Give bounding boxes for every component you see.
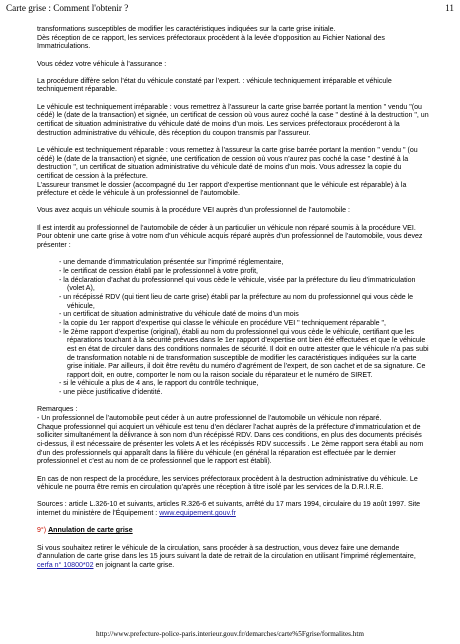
list-item: - un certificat de situation administrative du véhicule daté de moins d’un mois xyxy=(59,311,299,319)
interdit-line: Pour obtenir une carte grise à votre nom d’un véhicule acquis réparé auprès d’un professionnel de l’automobile, vous devez présenter : xyxy=(37,233,423,250)
list-item: - si le véhicule a plus de 4 ans, le rapport du contrôle technique, xyxy=(59,380,259,388)
reparable-paragraph xyxy=(37,147,429,199)
cerfa-link[interactable]: cerfa n° 10800*02 xyxy=(37,561,94,569)
intro-line: transformations susceptibles de modifier les caractéristiques indiquées sur la carte grise initiale. xyxy=(37,26,336,33)
page-content xyxy=(37,26,429,579)
footer-url: http://www.prefecture-police-paris.interieur.gouv.fr/demarches/carte%5Fgrise/formalites.htm xyxy=(96,630,364,638)
list-item: - le certificat de cession établi par le professionnel à votre profit, xyxy=(59,267,258,275)
list-item: - une pièce justificative d’identité. xyxy=(59,389,163,397)
list-item: - la déclaration d’achat du professionnel qui vous cède le véhicule, visée par la préfecture du lieu d’immatriculation (volet A), xyxy=(59,276,416,293)
document-title: Carte grise : Comment l'obtenir ? xyxy=(6,3,129,13)
intro-paragraph xyxy=(37,26,429,52)
interdit-line: Il est interdit au professionnel de l’automobile de céder à un particulier un véhicule non réparé soumis à la procédure VEI. xyxy=(37,224,416,232)
annulation-tail: en joignant la carte grise. xyxy=(93,561,175,569)
annulation-text: Si vous souhaitez retirer le véhicule de la circulation, sans procéder à sa destruction, vous devez faire une demande d’annulation de carte grise dans les 15 jours suivant la date de retrait de la circulation en utilisant l’imprimé réglementaire, xyxy=(37,544,416,561)
remarques-paragraph xyxy=(37,406,429,467)
reparable-line: Le véhicule est techniquement réparable : vous remettez à l’assureur la carte grise barrée portant la mention " vendu " (ou cédé) le (date de la transaction) et signée, une certification de cession où vous n’aurez pas coché la case " destiné à la destruction ", un certificat de situation administrative du véhicule daté de moins d’un mois. Vous adressez la copie du certificat de cession à la préfecture. xyxy=(37,146,418,180)
irreparable-paragraph: Le véhicule est techniquement irréparable : vous remettrez à l’assureur la carte grise barrée portant la mention " vendu "(ou cédé) le (date de la transaction) et signée, un certificat de cession où vous aurez coché la case " destiné à la destruction ", un certificat de situation administrative du véhicule daté de moins d’un mois. Les services préfectoraux procéderont à la destruction administrative du véhicule, dès réception du coupon transmis par l’assureur. xyxy=(37,103,429,137)
non-respect-paragraph: En cas de non respect de la procédure, les services préfectoraux procèdent à la destruction administrative du véhicule. Le véhicule ne pourra être remis en circulation qu’après une réception à titre isolé par les services de la D.R.I.R.E. xyxy=(37,475,418,492)
equipement-link[interactable]: www.equipement.gouv.fr xyxy=(159,510,236,518)
sources-text: Sources : article L.326-10 et suivants, articles R.326-6 et suivants, arrêté du 17 mars 1994, circulaire du 19 août 1997. Site internet du ministère de l’Équipement : xyxy=(37,501,421,518)
interdit-paragraph xyxy=(37,225,429,251)
page-footer xyxy=(0,630,460,638)
section-number: 9°) xyxy=(37,527,47,535)
reparable-line: L’assureur transmet le dossier (accompagné du 1er rapport d’expertise mentionnant que le véhicule est réparable) à la préfecture et cède le véhicule à un professionnel de l’automobile. xyxy=(37,181,407,198)
list-item: - la copie du 1er rapport d’expertise qui classe le véhicule en procédure VEI " techniquement réparable ", xyxy=(59,319,386,327)
list-item: - le 2ème rapport d’expertise (original), établi au nom du professionnel qui vous cède le véhicule, certifiant que les réparations touchant à la sécurité prévues dans le 1er rapport d’expertise ont bien été effectuées et que le véhicule est en état de circuler dans des conditions normales de sécurité. Il doit en outre attester que le véhicule n’a pas subi de transformation notable ni de transformation susceptible de modifier les caractéristiques indiquées sur la carte grise initiale. Par ailleurs, il doit être revêtu du numéro d’agrément de l’expert, de son cachet et de sa signature. Ce rapport doit, en outre, comporter le nom ou la raison sociale du réparateur et le numéro de SIRET. xyxy=(59,328,429,379)
vei-paragraph: Vous avez acquis un véhicule soumis à la procédure VEI auprès d’un professionnel de l’automobile : xyxy=(37,207,350,215)
cession-intro: Vous cédez votre véhicule à l’assurance : xyxy=(37,60,167,68)
section-heading xyxy=(37,527,429,536)
procedure-paragraph: La procédure diffère selon l’état du véhicule constaté par l’expert. : véhicule techniquement irréparable et véhicule techniquement réparable. xyxy=(37,77,392,94)
section-title: Annulation de carte grise xyxy=(48,527,133,535)
remarque-item: Chaque professionnel qui acquiert un véhicule est tenu d’en déclarer l’achat auprès de la préfecture d’immatriculation et de solliciter simultanément la délivrance à son nom d’un récépissé RDV. Dans ces conditions, en plus des documents précisés ci-dessus, il est nécessaire de présenter les volets A et les récépissés RDV successifs . Le 2ème rapport sera établi au nom d’un des professionnels qui apparaît dans la filière du véhicule (en général la réparation est effectuée par le dernier professionnel et c’est au nom de ce professionnel que le rapport est établi). xyxy=(37,423,424,466)
page-header xyxy=(6,3,454,15)
list-item: - une demande d’immatriculation présentée sur l’imprimé réglementaire, xyxy=(59,259,284,267)
remarque-item: - Un professionnel de l’automobile peut céder à un autre professionnel de l’automobile un véhicule non réparé. xyxy=(37,415,382,423)
intro-line: Dès réception de ce rapport, les services préfectoraux procèdent à la levée d’opposition au Fichier National des Immatriculations. xyxy=(37,34,385,51)
annulation-paragraph xyxy=(37,545,429,571)
remarques-label: Remarques : xyxy=(37,406,78,414)
list-item: - un récépissé RDV (qui tient lieu de carte grise) établi par la préfecture au nom du professionnel qui vous cède le véhicule, xyxy=(59,293,414,310)
page-number: 11 xyxy=(445,3,454,13)
sources-paragraph xyxy=(37,501,429,518)
required-documents-list xyxy=(37,259,429,398)
